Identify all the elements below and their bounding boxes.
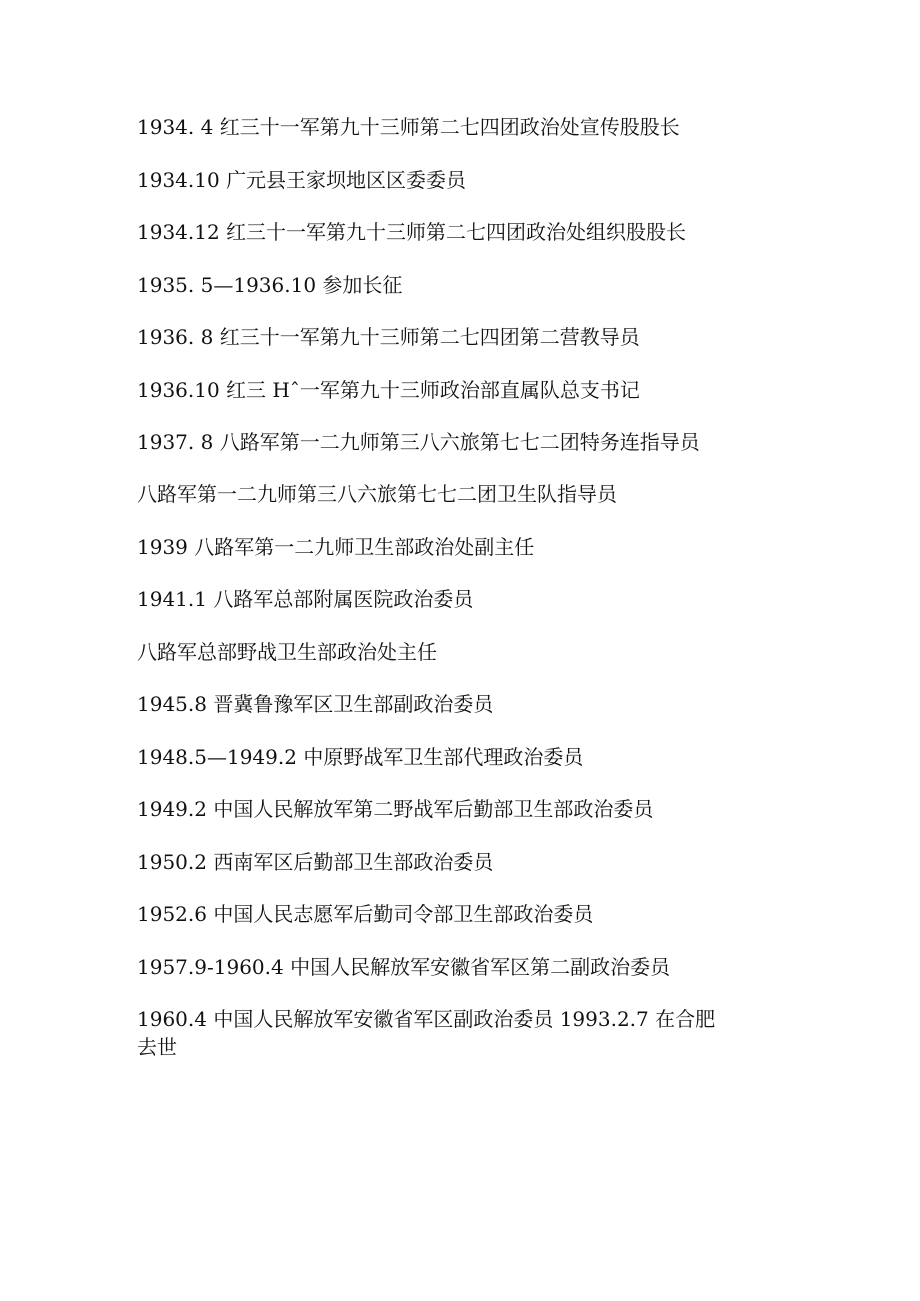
timeline-entry: 1936.10 红三 Hˆ一军第九十三师政治部直属队总支书记 [137, 377, 640, 402]
timeline-entry: 1950.2 西南军区后勤部卫生部政治委员 [137, 849, 494, 874]
timeline-entry: 1939 八路军第一二九师卫生部政治处副主任 [137, 534, 535, 559]
timeline-entry: 1934. 4 红三十一军第九十三师第二七四团政治处宣传股股长 [137, 115, 680, 139]
timeline-entry: 1948.5—1949.2 中原野战军卫生部代理政治委员 [137, 744, 584, 769]
timeline-entry: 1941.1 八路军总部附属医院政治委员 [137, 587, 474, 611]
timeline-entry: 1936. 8 红三十一军第九十三师第二七四团第二营教导员 [137, 325, 640, 349]
timeline-entry: 1957.9-1960.4 中国人民解放军安徽省军区第二副政治委员 [137, 954, 671, 979]
timeline-entry: 1949.2 中国人民解放军第二野战军后勤部卫生部政治委员 [137, 797, 654, 821]
career-timeline [137, 113, 717, 1085]
timeline-entry: 1937. 8 八路军第一二九师第三八六旅第七七二团特务连指导员 [137, 430, 700, 454]
timeline-entry: 1960.4 中国人民解放军安徽省军区副政治委员 1993.2.7 在合肥去世 [137, 1007, 716, 1059]
timeline-entry: 1935. 5—1936.10 参加长征 [137, 272, 403, 297]
timeline-entry: 1934.12 红三十一军第九十三师第二七四团政治处组织股股长 [137, 220, 687, 244]
timeline-entry: 1945.8 晋冀鲁豫军区卫生部副政治委员 [137, 692, 494, 716]
timeline-entry: 八路军总部野战卫生部政治处主任 [137, 639, 437, 664]
timeline-entry: 1952.6 中国人民志愿军后勤司令部卫生部政治委员 [137, 902, 594, 926]
timeline-entry: 八路军第一二九师第三八六旅第七七二团卫生队指导员 [137, 482, 617, 506]
timeline-entry: 1934.10 广元县王家坝地区区委委员 [137, 167, 467, 192]
